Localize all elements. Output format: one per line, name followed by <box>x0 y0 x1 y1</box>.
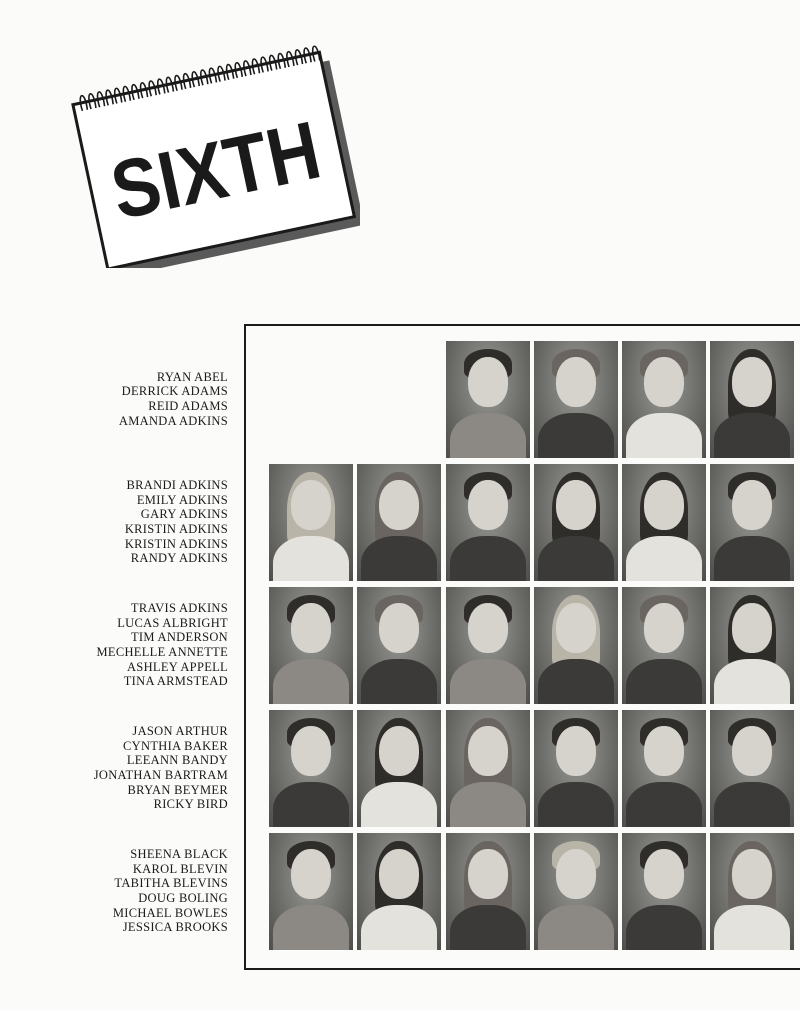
portrait-shirt <box>538 659 614 704</box>
student-name: CYNTHIA BAKER <box>123 738 228 753</box>
portrait-face <box>468 849 508 899</box>
student-name: DERRICK ADAMS <box>121 384 228 399</box>
portrait-face <box>379 603 419 653</box>
portrait-shirt <box>450 905 526 950</box>
student-name: RICKY BIRD <box>153 797 228 812</box>
student-portrait <box>269 587 353 704</box>
portrait-face <box>732 357 772 407</box>
student-name: KRISTIN ADKINS <box>124 522 228 536</box>
student-portrait <box>446 587 530 704</box>
portrait-face <box>379 849 419 899</box>
portrait-face <box>379 480 419 530</box>
student-name: LUCAS ALBRIGHT <box>117 615 228 630</box>
student-portrait <box>710 587 794 704</box>
portrait-shirt <box>450 413 526 458</box>
student-name: RANDY ADKINS <box>130 551 228 566</box>
student-name: KRISTIN ADKINS <box>124 536 228 551</box>
names-group <box>40 478 228 566</box>
student-portrait <box>534 464 618 581</box>
names-group <box>40 724 228 812</box>
student-name: DOUG BOLING <box>138 891 228 905</box>
portrait-face <box>644 849 684 899</box>
portrait-face <box>379 726 419 776</box>
student-name: RYAN ABEL <box>156 369 228 384</box>
student-name: BRYAN BEYMER <box>127 782 228 797</box>
student-portrait <box>622 341 706 458</box>
student-name: BRANDI ADKINS <box>126 477 228 492</box>
portrait-shirt <box>273 905 349 950</box>
page-title: SIXTH <box>103 98 359 238</box>
student-name: MICHAEL BOWLES <box>112 905 228 920</box>
student-portrait <box>622 464 706 581</box>
student-name: TIM ANDERSON <box>130 630 228 645</box>
portrait-shirt <box>714 905 790 950</box>
student-portrait <box>710 341 794 458</box>
portrait-shirt <box>273 536 349 581</box>
portrait-shirt <box>450 782 526 827</box>
portrait-face <box>644 480 684 530</box>
portrait-face <box>644 726 684 776</box>
student-portrait <box>269 464 353 581</box>
portrait-shirt <box>714 413 790 458</box>
portrait-face <box>644 357 684 407</box>
student-name: JONATHAN BARTRAM <box>93 768 228 782</box>
portrait-face <box>556 849 596 899</box>
portrait-face <box>291 849 331 899</box>
student-name: TINA ARMSTEAD <box>123 674 228 689</box>
portrait-face <box>468 726 508 776</box>
student-portrait <box>446 710 530 827</box>
student-portrait <box>357 710 441 827</box>
portrait-face <box>556 480 596 530</box>
portrait-shirt <box>450 659 526 704</box>
portrait-face <box>468 480 508 530</box>
portrait-shirt <box>538 413 614 458</box>
portrait-shirt <box>626 413 702 458</box>
student-name: LEEANN BANDY <box>126 753 228 768</box>
student-portrait <box>534 833 618 950</box>
student-name: EMILY ADKINS <box>136 492 228 507</box>
portrait-face <box>556 603 596 653</box>
student-name: KAROL BLEVIN <box>132 861 228 876</box>
student-portrait <box>622 587 706 704</box>
student-portrait <box>534 587 618 704</box>
portrait-face <box>732 726 772 776</box>
portrait-face <box>468 357 508 407</box>
title-notepad-graphic <box>70 18 360 268</box>
portrait-shirt <box>714 536 790 581</box>
portrait-shirt <box>626 659 702 704</box>
student-portrait <box>357 464 441 581</box>
student-portrait <box>710 710 794 827</box>
portrait-shirt <box>273 659 349 704</box>
student-portrait <box>534 341 618 458</box>
portrait-shirt <box>538 782 614 827</box>
portrait-face <box>291 480 331 530</box>
student-portrait <box>622 833 706 950</box>
portrait-shirt <box>714 659 790 704</box>
student-name: JESSICA BROOKS <box>122 920 228 935</box>
portrait-shirt <box>626 905 702 950</box>
portrait-face <box>732 849 772 899</box>
portrait-face <box>644 603 684 653</box>
portrait-shirt <box>361 782 437 827</box>
portrait-shirt <box>273 782 349 827</box>
student-name: TABITHA BLEVINS <box>114 876 228 891</box>
portrait-shirt <box>361 659 437 704</box>
portrait-face <box>291 726 331 776</box>
student-portrait <box>622 710 706 827</box>
student-name: REID ADAMS <box>148 399 228 413</box>
student-portrait <box>446 341 530 458</box>
student-name: AMANDA ADKINS <box>118 413 228 428</box>
student-name: ASHLEY APPELL <box>126 659 228 674</box>
student-portrait <box>357 587 441 704</box>
portrait-shirt <box>450 536 526 581</box>
portrait-face <box>556 357 596 407</box>
portrait-shirt <box>714 782 790 827</box>
student-name: TRAVIS ADKINS <box>130 600 228 615</box>
portrait-shirt <box>538 536 614 581</box>
student-portrait <box>269 710 353 827</box>
names-group <box>40 370 228 429</box>
photo-grid <box>244 324 800 970</box>
portrait-shirt <box>626 782 702 827</box>
student-name: JASON ARTHUR <box>132 723 228 738</box>
portrait-shirt <box>538 905 614 950</box>
portrait-shirt <box>361 905 437 950</box>
names-group <box>40 847 228 935</box>
student-name: SHEENA BLACK <box>130 846 228 861</box>
portrait-shirt <box>361 536 437 581</box>
student-portrait <box>269 833 353 950</box>
student-portrait <box>534 710 618 827</box>
portrait-face <box>556 726 596 776</box>
student-portrait <box>710 833 794 950</box>
student-portrait <box>446 464 530 581</box>
portrait-shirt <box>626 536 702 581</box>
portrait-face <box>291 603 331 653</box>
student-portrait <box>446 833 530 950</box>
student-portrait <box>710 464 794 581</box>
student-name: GARY ADKINS <box>140 507 228 522</box>
portrait-face <box>732 480 772 530</box>
student-name: MECHELLE ANNETTE <box>96 645 228 659</box>
names-group <box>40 601 228 689</box>
student-portrait <box>357 833 441 950</box>
portrait-face <box>468 603 508 653</box>
portrait-face <box>732 603 772 653</box>
